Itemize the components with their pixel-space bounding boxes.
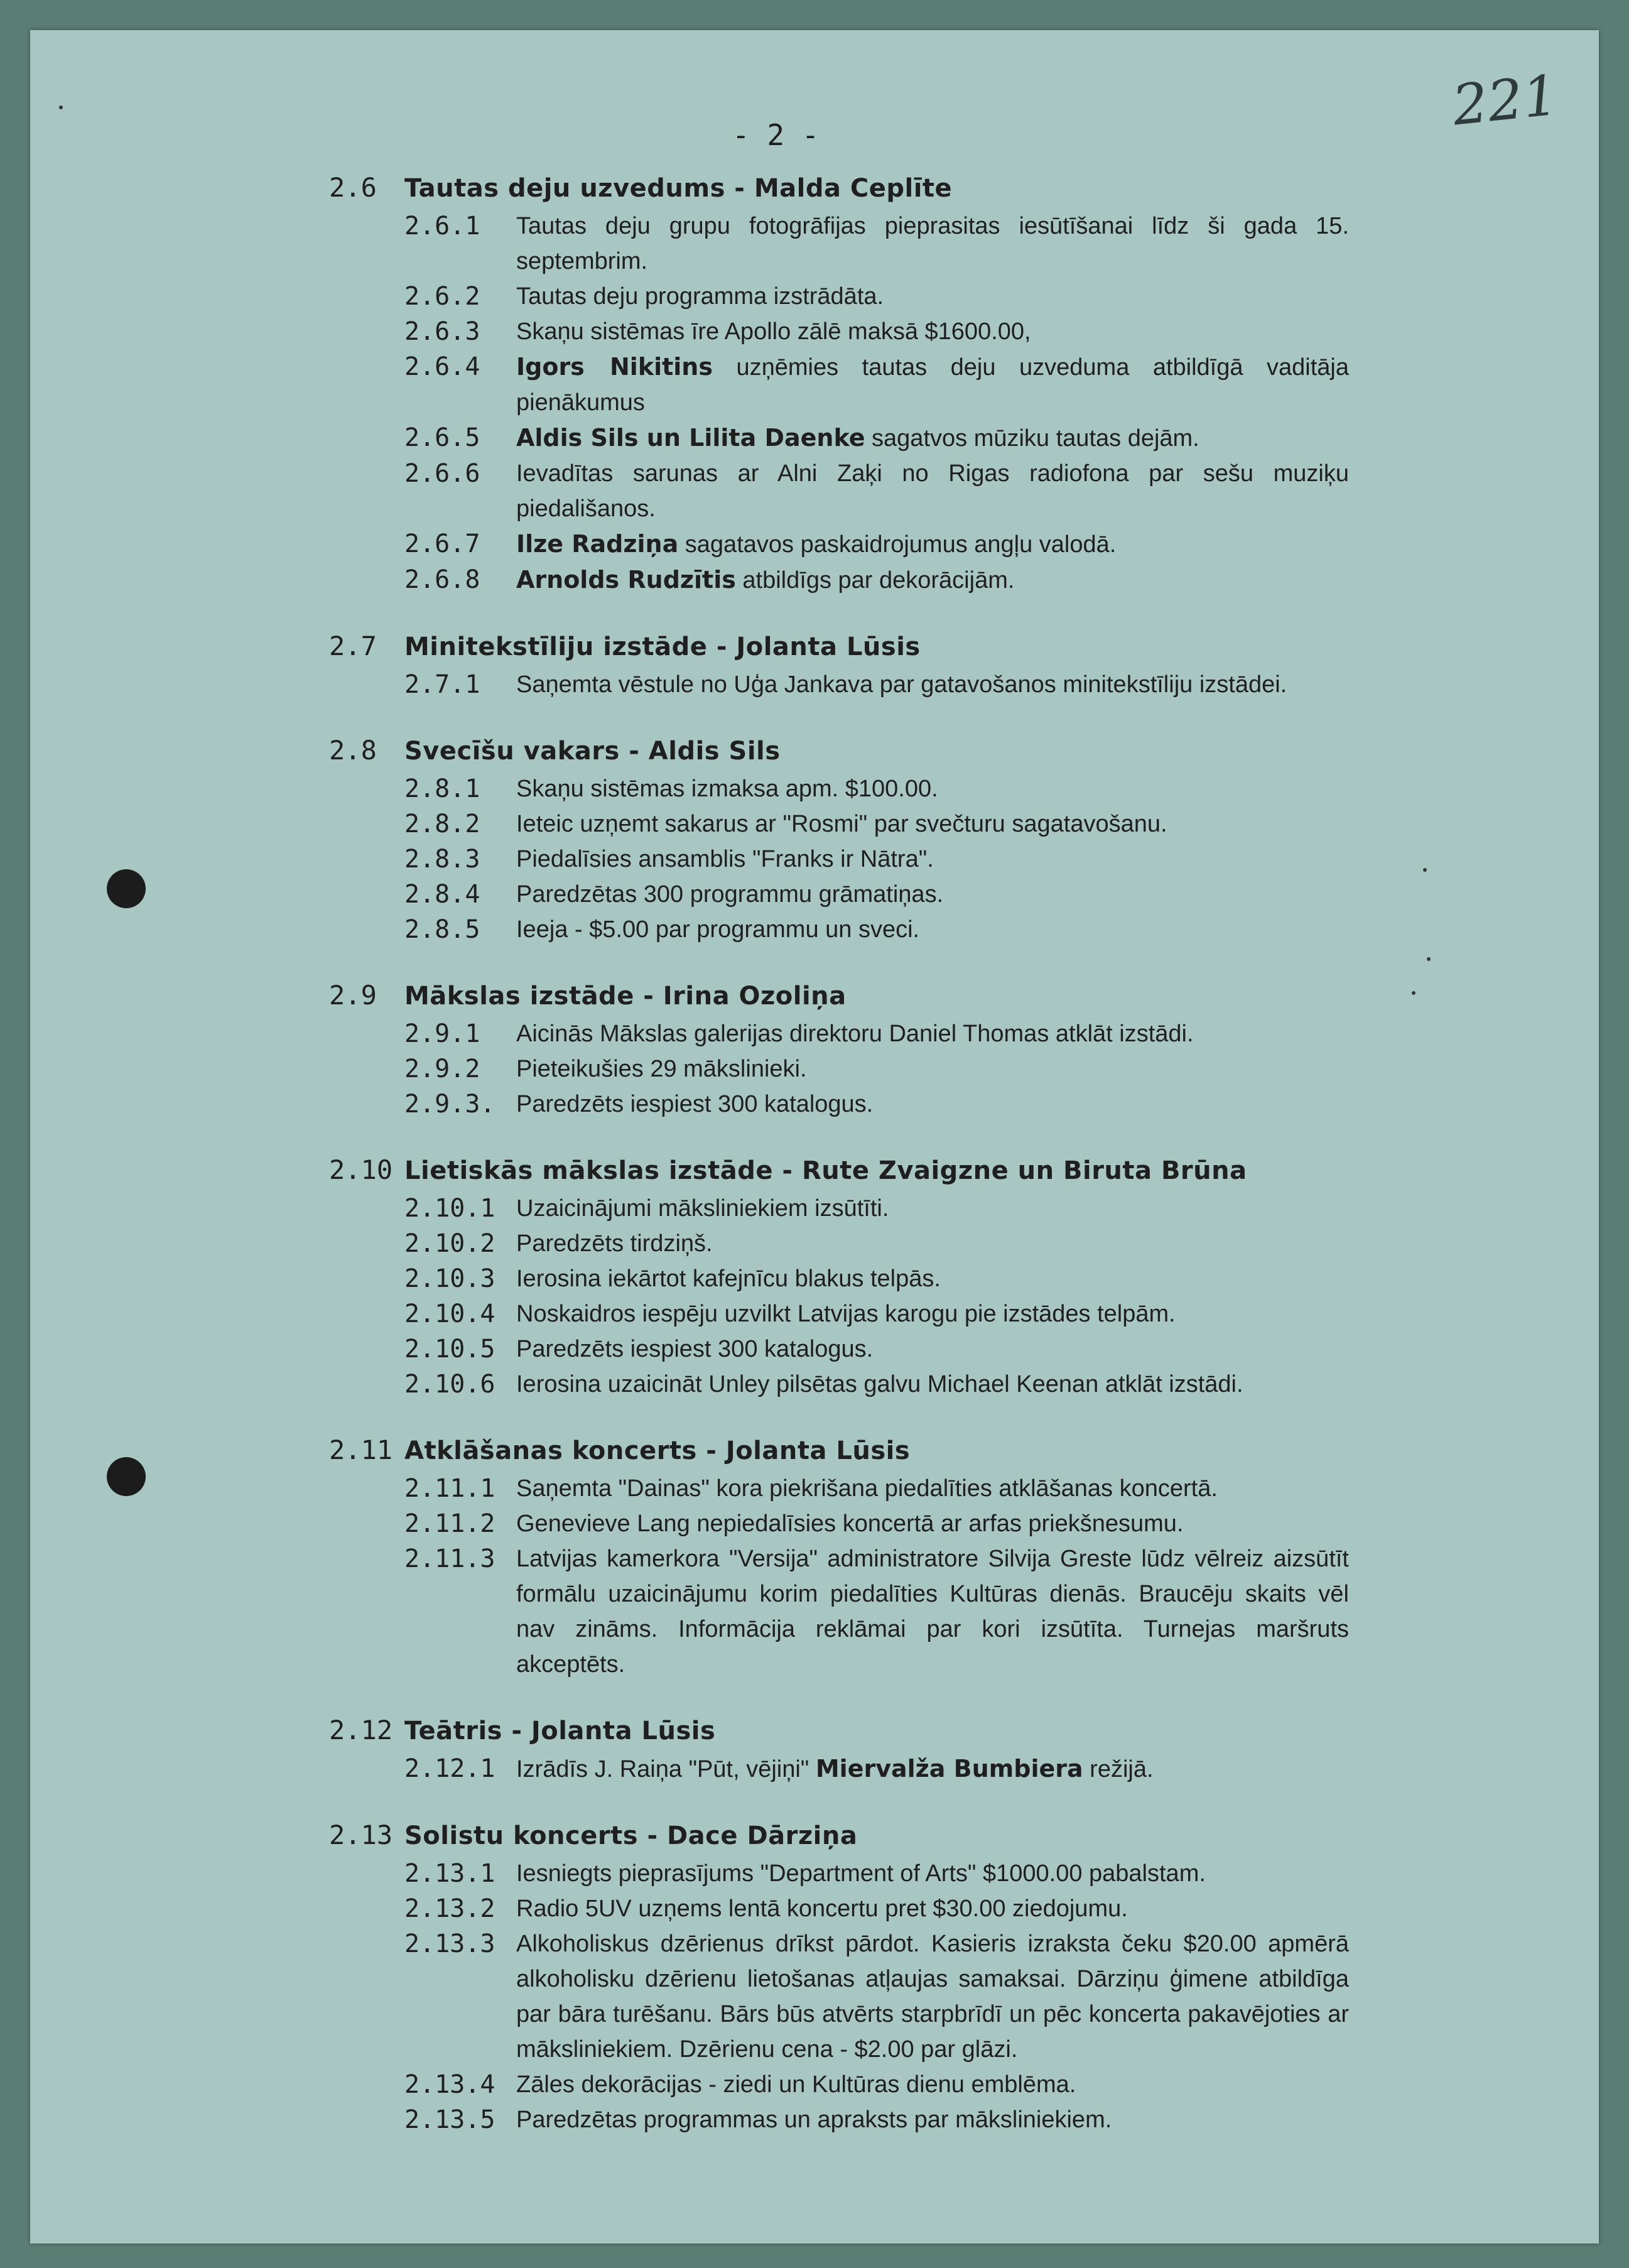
item-number: 2.8.4 — [404, 880, 480, 909]
item-number: 2.8.5 — [404, 915, 480, 944]
section — [329, 1435, 1422, 1682]
document-page — [30, 30, 1599, 2244]
item-text — [516, 1051, 1349, 1087]
section-number: 2.8 — [329, 735, 377, 766]
item-number: 2.8.3 — [404, 845, 480, 874]
item-number: 2.11.2 — [404, 1509, 495, 1538]
list-item — [329, 842, 1422, 877]
person-name: Aldis Sils un Lilita Daenke — [516, 424, 865, 452]
section-heading — [329, 1820, 1422, 1856]
section — [329, 735, 1422, 947]
list-item — [329, 209, 1422, 279]
item-body: Alkoholiskus dzērienus drīkst pārdot. Kasieris izraksta čeku $20.00 apmērā alkoholisku dzērienu lietošanas atļaujas samaksai. Dārziņu ģimene atbildīga par bāra turēšanu. Bārs būs atvērts starpbrīdī un pēc koncerta pakavējoties ar māksliniekiem. Dzērienu cena - $2.00 par glāzi. — [516, 1931, 1349, 2063]
list-item — [329, 1541, 1422, 1682]
section-number: 2.7 — [329, 631, 377, 661]
item-body: Iesniegts pieprasījums "Department of Arts" $1000.00 pabalstam. — [516, 1860, 1206, 1887]
item-body: Ierosina uzaicināt Unley pilsētas galvu Michael Keenan atklāt izstādi. — [516, 1371, 1243, 1397]
item-body: Genevieve Lang nepiedalīsies koncertā ar arfas priekšnesumu. — [516, 1511, 1184, 1537]
list-item — [329, 420, 1422, 456]
item-body: Latvijas kamerkora "Versija" administratore Silvija Greste lūdz vēlreiz aizsūtīt formālu uzaicinājumu korim piedalīties Kultūras dienās. Braucēju skaits vēl nav zināms. Informācija reklāmai par kori izsūtīta. Turnejas maršruts akceptēts. — [516, 1546, 1349, 1678]
item-number: 2.6.4 — [404, 352, 480, 381]
item-body: Saņemta "Dainas" kora piekrišana piedalīties atklāšanas koncertā. — [516, 1475, 1218, 1502]
item-text — [516, 2102, 1349, 2137]
list-item — [329, 279, 1422, 314]
list-item — [329, 314, 1422, 349]
list-item — [329, 877, 1422, 912]
item-number: 2.10.3 — [404, 1264, 495, 1293]
section-number: 2.12 — [329, 1715, 393, 1745]
item-body: Noskaidros iespēju uzvilkt Latvijas karogu pie izstādes telpām. — [516, 1301, 1176, 1327]
speck — [1427, 957, 1431, 961]
item-text — [516, 1856, 1349, 1891]
item-number: 2.6.5 — [404, 423, 480, 452]
item-body: režijā. — [1083, 1756, 1154, 1782]
section-number: 2.6 — [329, 172, 377, 203]
list-item — [329, 1261, 1422, 1296]
item-body: uzņēmies tautas deju uzveduma atbildīgā vaditāja pienākumus — [516, 354, 1349, 416]
item-body: Skaņu sistēmas īre Apollo zālē maksā $1600.00, — [516, 318, 1031, 345]
item-number: 2.6.6 — [404, 459, 480, 488]
item-body: Saņemta vēstule no Uģa Jankava par gatavošanos minitekstīliju izstādei. — [516, 671, 1287, 698]
list-item — [329, 1087, 1422, 1122]
section-heading — [329, 1715, 1422, 1751]
handwritten-page-number: 221 — [1449, 62, 1561, 138]
list-item — [329, 526, 1422, 562]
item-text — [516, 1471, 1349, 1506]
item-number: 2.7.1 — [404, 670, 480, 699]
item-text — [516, 349, 1349, 420]
item-body: Skaņu sistēmas izmaksa apm. $100.00. — [516, 776, 938, 802]
list-item — [329, 1016, 1422, 1051]
item-body: Paredzēts iespiest 300 katalogus. — [516, 1336, 874, 1362]
item-text — [516, 1506, 1349, 1541]
list-item — [329, 1856, 1422, 1891]
section-title: Svecīšu vakars - Aldis Sils — [404, 737, 781, 766]
section-title: Minitekstīliju izstāde - Jolanta Lūsis — [404, 632, 921, 661]
list-item — [329, 456, 1422, 526]
item-text — [516, 1191, 1349, 1226]
section-heading — [329, 631, 1422, 667]
item-body: sagatvos mūziku tautas dejām. — [865, 425, 1199, 452]
person-name: Ilze Radziņa — [516, 530, 679, 558]
item-body: Aicinās Mākslas galerijas direktoru Daniel Thomas atklāt izstādi. — [516, 1021, 1194, 1047]
item-number: 2.11.3 — [404, 1544, 495, 1573]
item-text — [516, 314, 1349, 349]
section-number: 2.9 — [329, 980, 377, 1011]
item-number: 2.10.4 — [404, 1299, 495, 1328]
section-heading — [329, 980, 1422, 1016]
list-item — [329, 1191, 1422, 1226]
section-heading — [329, 1435, 1422, 1471]
list-item — [329, 1051, 1422, 1087]
item-body: Ieteic uzņemt sakarus ar "Rosmi" par svečturu sagatavošanu. — [516, 811, 1167, 837]
item-number: 2.10.5 — [404, 1335, 495, 1364]
item-text — [516, 526, 1349, 562]
item-text — [516, 1226, 1349, 1261]
list-item — [329, 1226, 1422, 1261]
item-number: 2.6.3 — [404, 317, 480, 346]
item-body: Uzaicinājumi māksliniekiem izsūtīti. — [516, 1195, 889, 1222]
list-item — [329, 912, 1422, 947]
list-item — [329, 2067, 1422, 2102]
item-number: 2.10.6 — [404, 1370, 495, 1399]
item-text — [516, 842, 1349, 877]
section-title: Lietiskās mākslas izstāde - Rute Zvaigzne un Biruta Brūna — [404, 1156, 1247, 1185]
list-item — [329, 1367, 1422, 1402]
section — [329, 980, 1422, 1122]
item-number: 2.13.2 — [404, 1894, 495, 1923]
item-text — [516, 1891, 1349, 1926]
item-number: 2.8.1 — [404, 774, 480, 803]
section-number: 2.11 — [329, 1435, 393, 1465]
punch-hole — [107, 1457, 146, 1496]
item-text — [516, 1261, 1349, 1296]
item-body: Piedalīsies ansamblis "Franks ir Nātra". — [516, 846, 934, 872]
item-text — [516, 1332, 1349, 1367]
speck — [1423, 868, 1427, 872]
item-body: Ierosina iekārtot kafejnīcu blakus telpās. — [516, 1266, 941, 1292]
section — [329, 631, 1422, 702]
item-text — [516, 912, 1349, 947]
punch-hole — [107, 869, 146, 908]
item-body: Pieteikušies 29 mākslinieki. — [516, 1056, 807, 1082]
item-number: 2.13.3 — [404, 1929, 495, 1958]
list-item — [329, 771, 1422, 806]
list-item — [329, 349, 1422, 420]
section-heading — [329, 172, 1422, 209]
list-item — [329, 1332, 1422, 1367]
page-number: - 2 - — [732, 118, 820, 152]
section-number: 2.13 — [329, 1820, 393, 1850]
section — [329, 172, 1422, 598]
list-item — [329, 1296, 1422, 1332]
item-number: 2.13.4 — [404, 2070, 495, 2099]
item-text — [516, 1367, 1349, 1402]
list-item — [329, 806, 1422, 842]
item-number: 2.6.7 — [404, 529, 480, 558]
item-number: 2.10.1 — [404, 1194, 495, 1223]
section-title: Teātris - Jolanta Lūsis — [404, 1717, 716, 1745]
section-title: Tautas deju uzvedums - Malda Ceplīte — [404, 174, 953, 203]
section — [329, 1154, 1422, 1402]
item-number: 2.12.1 — [404, 1754, 495, 1783]
item-text — [516, 456, 1349, 526]
item-text — [516, 2067, 1349, 2102]
item-text — [516, 877, 1349, 912]
item-number: 2.11.1 — [404, 1474, 495, 1503]
section-title: Atklāšanas koncerts - Jolanta Lūsis — [404, 1436, 911, 1465]
list-item — [329, 1926, 1422, 2067]
item-text — [516, 562, 1349, 598]
item-number: 2.13.1 — [404, 1859, 495, 1888]
list-item — [329, 2102, 1422, 2137]
list-item — [329, 1471, 1422, 1506]
section — [329, 1715, 1422, 1787]
item-text — [516, 1751, 1349, 1787]
item-body: Tautas deju programma izstrādāta. — [516, 283, 884, 310]
item-number: 2.9.3. — [404, 1090, 495, 1119]
speck — [59, 106, 63, 109]
list-item — [329, 1891, 1422, 1926]
item-number: 2.6.1 — [404, 212, 480, 241]
section — [329, 1820, 1422, 2137]
item-text — [516, 806, 1349, 842]
item-body: Paredzēts iespiest 300 katalogus. — [516, 1091, 874, 1117]
section-title: Mākslas izstāde - Irina Ozoliņa — [404, 982, 847, 1011]
item-text — [516, 1926, 1349, 2067]
item-body: Tautas deju grupu fotogrāfijas pieprasitas iesūtīšanai līdz ši gada 15. septembrim. — [516, 213, 1349, 274]
section-number: 2.10 — [329, 1154, 393, 1185]
item-body: Ievadītas sarunas ar Alni Zaķi no Rigas radiofona par sešu muziķu piedališanos. — [516, 460, 1349, 522]
item-number: 2.6.2 — [404, 282, 480, 311]
item-text — [516, 667, 1349, 702]
item-body: sagatavos paskaidrojumus angļu valodā. — [678, 531, 1117, 558]
item-body: Paredzētas 300 programmu grāmatiņas. — [516, 881, 944, 908]
item-body: Zāles dekorācijas - ziedi un Kultūras dienu emblēma. — [516, 2071, 1076, 2098]
list-item — [329, 1506, 1422, 1541]
item-body: atbildīgs par dekorācijām. — [735, 567, 1015, 594]
list-item — [329, 562, 1422, 598]
item-number: 2.8.2 — [404, 810, 480, 838]
minutes-content — [329, 172, 1422, 2170]
item-number: 2.10.2 — [404, 1229, 495, 1258]
item-text — [516, 771, 1349, 806]
item-text — [516, 1296, 1349, 1332]
list-item — [329, 667, 1422, 702]
item-body: Izrādīs J. Raiņa "Pūt, vējiņi" — [516, 1756, 816, 1782]
item-number: 2.9.1 — [404, 1019, 480, 1048]
item-text — [516, 1016, 1349, 1051]
list-item — [329, 1751, 1422, 1787]
item-body: Paredzēts tirdziņš. — [516, 1230, 713, 1257]
person-name: Igors Nikitins — [516, 353, 713, 381]
item-text — [516, 279, 1349, 314]
section-title: Solistu koncerts - Dace Dārziņa — [404, 1821, 858, 1850]
person-name: Arnolds Rudzītis — [516, 566, 736, 594]
item-text — [516, 1541, 1349, 1682]
item-body: Ieeja - $5.00 par programmu un sveci. — [516, 916, 920, 943]
item-number: 2.9.2 — [404, 1055, 480, 1083]
item-body: Radio 5UV uzņems lentā koncertu pret $30.00 ziedojumu. — [516, 1896, 1128, 1922]
section-heading — [329, 735, 1422, 771]
item-text — [516, 420, 1349, 456]
section-heading — [329, 1154, 1422, 1191]
item-body: Paredzētas programmas un apraksts par māksliniekiem. — [516, 2107, 1112, 2133]
item-number: 2.13.5 — [404, 2105, 495, 2134]
person-name: Miervalža Bumbiera — [815, 1755, 1083, 1782]
item-text — [516, 209, 1349, 279]
item-number: 2.6.8 — [404, 565, 480, 594]
item-text — [516, 1087, 1349, 1122]
